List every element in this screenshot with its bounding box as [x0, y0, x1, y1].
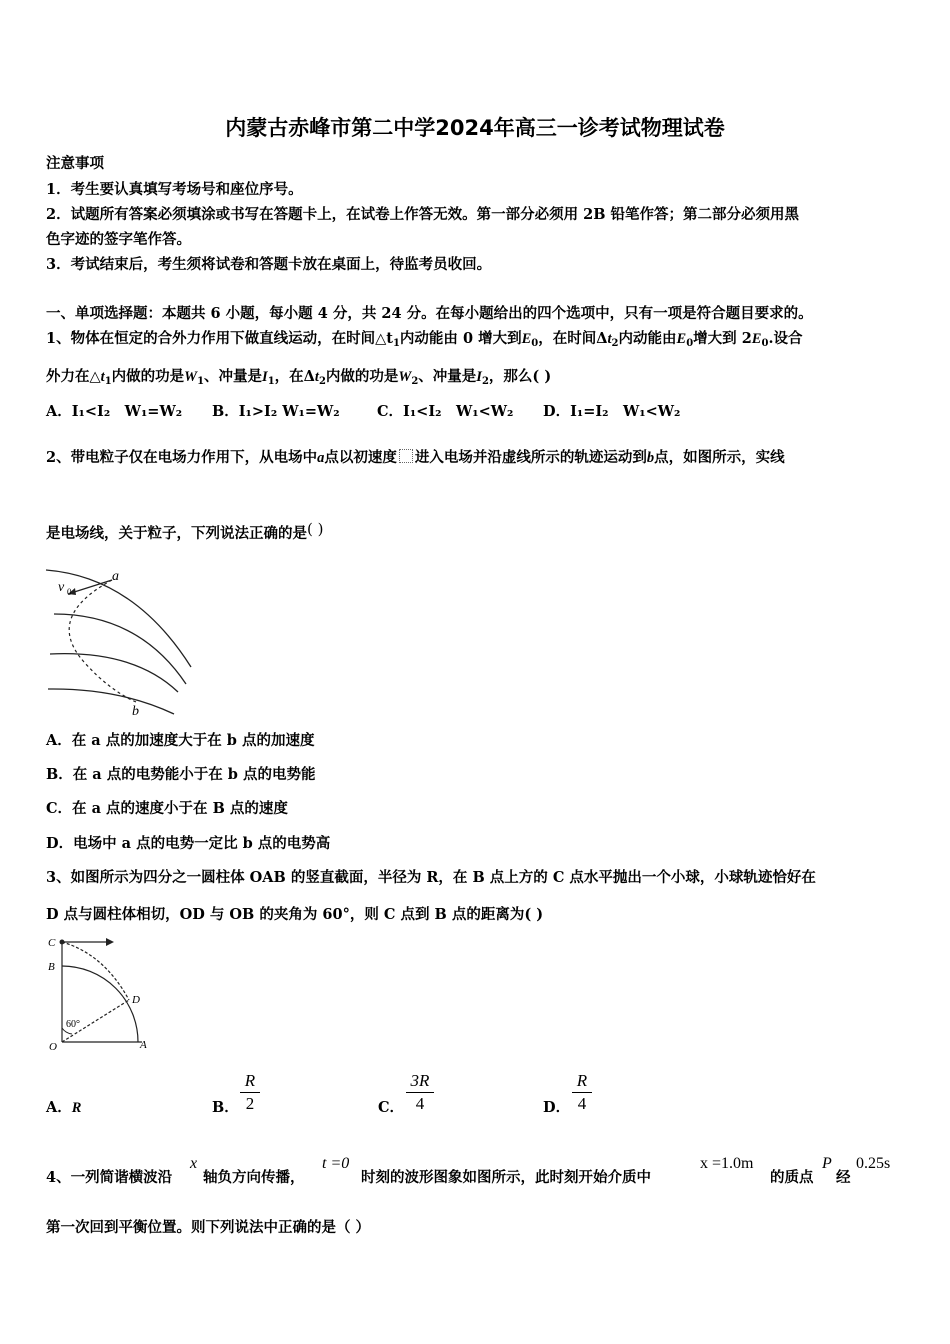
q4-var-x: x — [190, 1155, 198, 1172]
q3-option-c-label: C． — [378, 1099, 405, 1116]
v0-label: v — [58, 580, 65, 595]
notice-item-1: 1．考生要认真填写考场号和座位序号。 — [46, 181, 303, 198]
quarter-arc — [62, 966, 138, 1042]
q3-option-d-fraction: R 4 — [572, 1070, 592, 1115]
q3-option-c-fraction: 3R 4 — [406, 1070, 434, 1115]
q1-option-a: A．I₁<I₂ W₁=W₂ — [46, 403, 183, 420]
point-a-label: a — [112, 569, 119, 584]
point-c-dot — [60, 940, 65, 945]
q4-text-3: 时刻的波形图象如图所示，此时刻开始介质中 — [361, 1169, 651, 1186]
q2-option-d: D．电场中 a 点的电势一定比 b 点的电势高 — [46, 835, 331, 852]
q4-text-5: 经 — [836, 1169, 851, 1186]
q3-option-b-fraction: R 2 — [240, 1070, 260, 1115]
q1-option-b: B．I₁>I₂ W₁=W₂ — [212, 403, 340, 420]
q2-electric-field-figure — [44, 562, 199, 720]
field-line-4 — [48, 689, 174, 714]
q4-time-zero: t =0 — [322, 1155, 350, 1172]
v0-symbol-icon — [399, 449, 413, 463]
q2-option-a: A．在 a 点的加速度大于在 b 点的加速度 — [46, 732, 315, 749]
q1-line-1: 1、物体在恒定的合外力作用下做直线运动，在时间$\triangle t_1$内动能由 0 增大到$E_0$，在时间$\Delta t_2$内动能由$E_0$增大到 $2E_0$.设合 — [46, 330, 803, 349]
q2-option-c: C．在 a 点的速度小于在 B 点的速度 — [46, 800, 288, 817]
label-c: C — [48, 937, 56, 949]
q2-line-2: 是电场线，关于粒子，下列说法正确的是( ) — [46, 520, 324, 542]
q2-option-b: B．在 a 点的电势能小于在 b 点的电势能 — [46, 766, 316, 783]
q4-point-p: P — [822, 1155, 832, 1172]
point-b-label: b — [132, 704, 139, 719]
q3-line-1: 3、如图所示为四分之一圆柱体 OAB 的竖直截面，半径为 R，在 B 点上方的 C 点水平抛出一个小球，小球轨迹恰好在 — [46, 869, 816, 886]
notice-heading: 注意事项 — [46, 155, 104, 172]
q4-text-1: 4、一列简谐横波沿 — [46, 1169, 173, 1186]
field-line-1 — [46, 570, 191, 667]
notice-item-3: 3．考试结束后，考生须将试卷和答题卡放在桌面上，待监考员收回。 — [46, 256, 492, 273]
label-d: D — [132, 994, 140, 1006]
field-line-3 — [50, 654, 178, 692]
page-title: 内蒙古赤峰市第二中学2024年高三一诊考试物理试卷 — [225, 116, 725, 140]
q4-line-2: 第一次回到平衡位置。则下列说法中正确的是（ ） — [46, 1219, 371, 1236]
q3-option-b-label: B． — [212, 1099, 239, 1116]
q3-option-a: A．R — [46, 1099, 82, 1116]
q3-line-2: D 点与圆柱体相切，OD 与 OB 的夹角为 60°，则 C 点到 B 点的距离为( ) — [46, 906, 544, 923]
notice-item-2a: 2．试题所有答案必须填涂或书写在答题卡上，在试卷上作答无效。第一部分必须用 2B 铅笔作答；第二部分必须用黑 — [46, 206, 800, 223]
q1-line-2: 外力在$\triangle t_1$内做的功是$W_1$、冲量是$I_1$，在$\Delta t_2$内做的功是$W_2$、冲量是$I_2$，那么( ) — [46, 368, 552, 387]
q3-cylinder-figure — [44, 932, 156, 1052]
v0-subscript: 0 — [67, 587, 72, 597]
label-a: A — [140, 1039, 147, 1051]
q4-text-2: 轴负方向传播， — [203, 1169, 305, 1186]
field-line-2 — [54, 614, 186, 684]
label-b: B — [48, 961, 55, 973]
q1-option-c: C．I₁<I₂ W₁<W₂ — [377, 403, 514, 420]
section-heading: 一、单项选择题：本题共 6 小题，每小题 4 分，共 24 分。在每小题给出的四个选项中，只有一项是符合题目要求的。 — [46, 305, 813, 322]
q4-position: x =1.0m — [700, 1155, 754, 1172]
q4-text-4: 的质点 — [770, 1169, 814, 1186]
notice-item-2b: 色字迹的签字笔作答。 — [46, 231, 191, 248]
angle-label: 60° — [66, 1019, 80, 1030]
q2-line-1: 2、带电粒子仅在电场力作用下，从电场中a点以初速度 进入电场并沿虚线所示的轨迹运动到b点，如图所示，实线 — [46, 449, 785, 466]
arrow-head-icon — [106, 938, 114, 946]
q3-option-d-label: D． — [543, 1099, 571, 1116]
q1-option-d: D．I₁=I₂ W₁<W₂ — [543, 403, 681, 420]
q4-duration: 0.25s — [856, 1155, 891, 1172]
label-o: O — [49, 1041, 57, 1052]
